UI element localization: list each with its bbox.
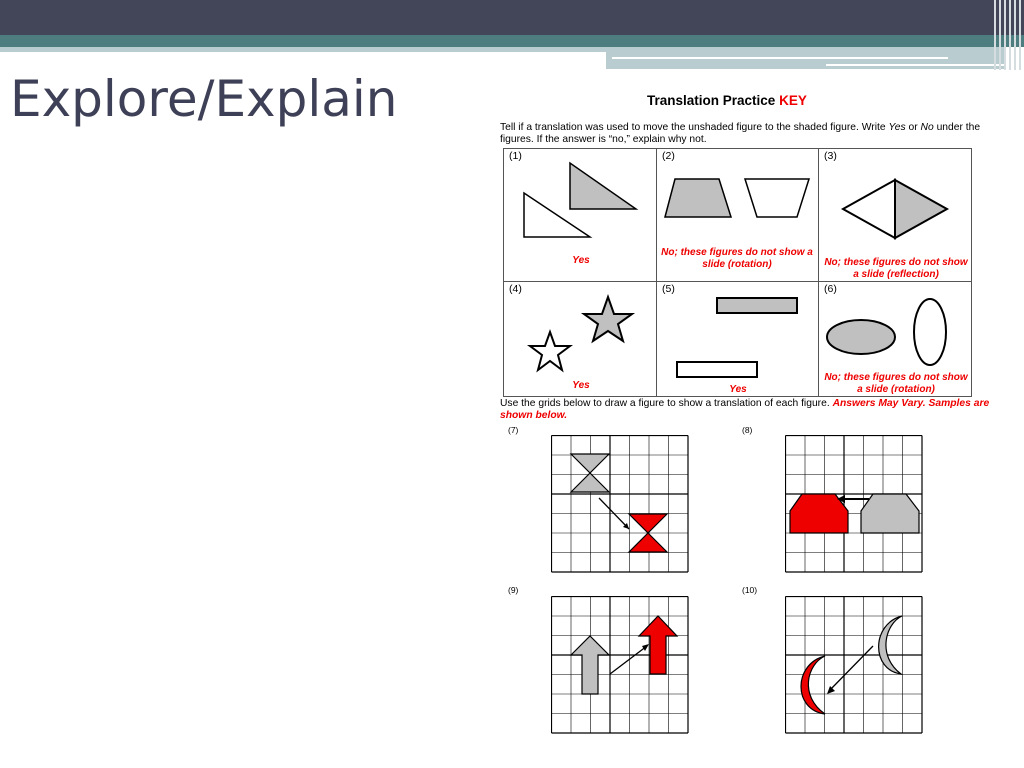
- problem-number: (3): [824, 150, 837, 162]
- hourglass-figure: [551, 435, 689, 573]
- grid-9: [551, 596, 689, 734]
- worksheet-image: [490, 88, 990, 748]
- grid-7: [551, 435, 689, 573]
- grid-lines: [552, 436, 689, 573]
- answer-text: Yes: [572, 255, 590, 266]
- answer-text: Yes: [729, 384, 747, 395]
- top-banner: [0, 0, 1024, 35]
- problem-cell-3: [818, 148, 972, 282]
- problem-number: (2): [662, 150, 675, 162]
- grid-lines: [786, 597, 923, 734]
- problems-table: [503, 148, 972, 397]
- instructions-text: or: [905, 122, 921, 133]
- instructions-text: Tell if a translation was used to move the unshaded figure to the shaded figure. Write: [500, 122, 889, 133]
- problem-cell-1: [503, 148, 657, 282]
- problem-number: (4): [509, 283, 522, 295]
- problem-cell-6: [818, 281, 972, 397]
- grid-10: [785, 596, 923, 734]
- answer-text: No; these figures do not show a slide (rotation): [661, 247, 813, 270]
- grid-number: (7): [508, 425, 519, 435]
- worksheet-title: [647, 93, 807, 108]
- grid-number: (9): [508, 585, 519, 595]
- answer-text: Yes: [572, 380, 590, 391]
- grid-lines: [552, 597, 689, 734]
- rectangle-pair-figure: [657, 282, 820, 398]
- problem-number: (1): [509, 150, 522, 162]
- worksheet-instructions: [500, 122, 990, 146]
- arrow-figure: [551, 596, 689, 734]
- grid-number: (10): [742, 585, 758, 595]
- accent-line: [612, 57, 948, 59]
- problem-cell-2: [656, 148, 819, 282]
- worksheet-title-key: KEY: [779, 93, 807, 108]
- problem-number: (6): [824, 283, 837, 295]
- problem-cell-5: [656, 281, 819, 397]
- problem-cell-4: [503, 281, 657, 397]
- grid-instructions-text: Use the grids below to draw a figure to show a translation of each figure.: [500, 398, 830, 409]
- grid-answer-note: Answers May Vary. Samples are shown below.: [500, 398, 990, 421]
- grid-8: [785, 435, 923, 573]
- worksheet-title-text: Translation Practice: [647, 93, 776, 108]
- problem-number: (5): [662, 283, 675, 295]
- accent-line: [826, 64, 1006, 66]
- answer-text: No; these figures do not show a slide (rotation): [824, 372, 968, 395]
- light-accent-bar: [0, 47, 606, 52]
- slide-title: Explore/Explain: [10, 70, 398, 128]
- teal-accent-bar: [0, 35, 1024, 47]
- instructions-yes: Yes: [888, 122, 906, 133]
- instructions-no: No: [920, 122, 934, 133]
- answer-text: No; these figures do not show a slide (reflection): [824, 257, 968, 280]
- instructions-text: under the figures. If the answer is “no,” explain why not.: [500, 122, 981, 145]
- crescent-figure: [785, 596, 923, 734]
- grid-number: (8): [742, 425, 753, 435]
- house-shape-figure: [785, 435, 923, 573]
- grid-instructions: [500, 398, 990, 422]
- decorative-stripes: [992, 0, 1024, 70]
